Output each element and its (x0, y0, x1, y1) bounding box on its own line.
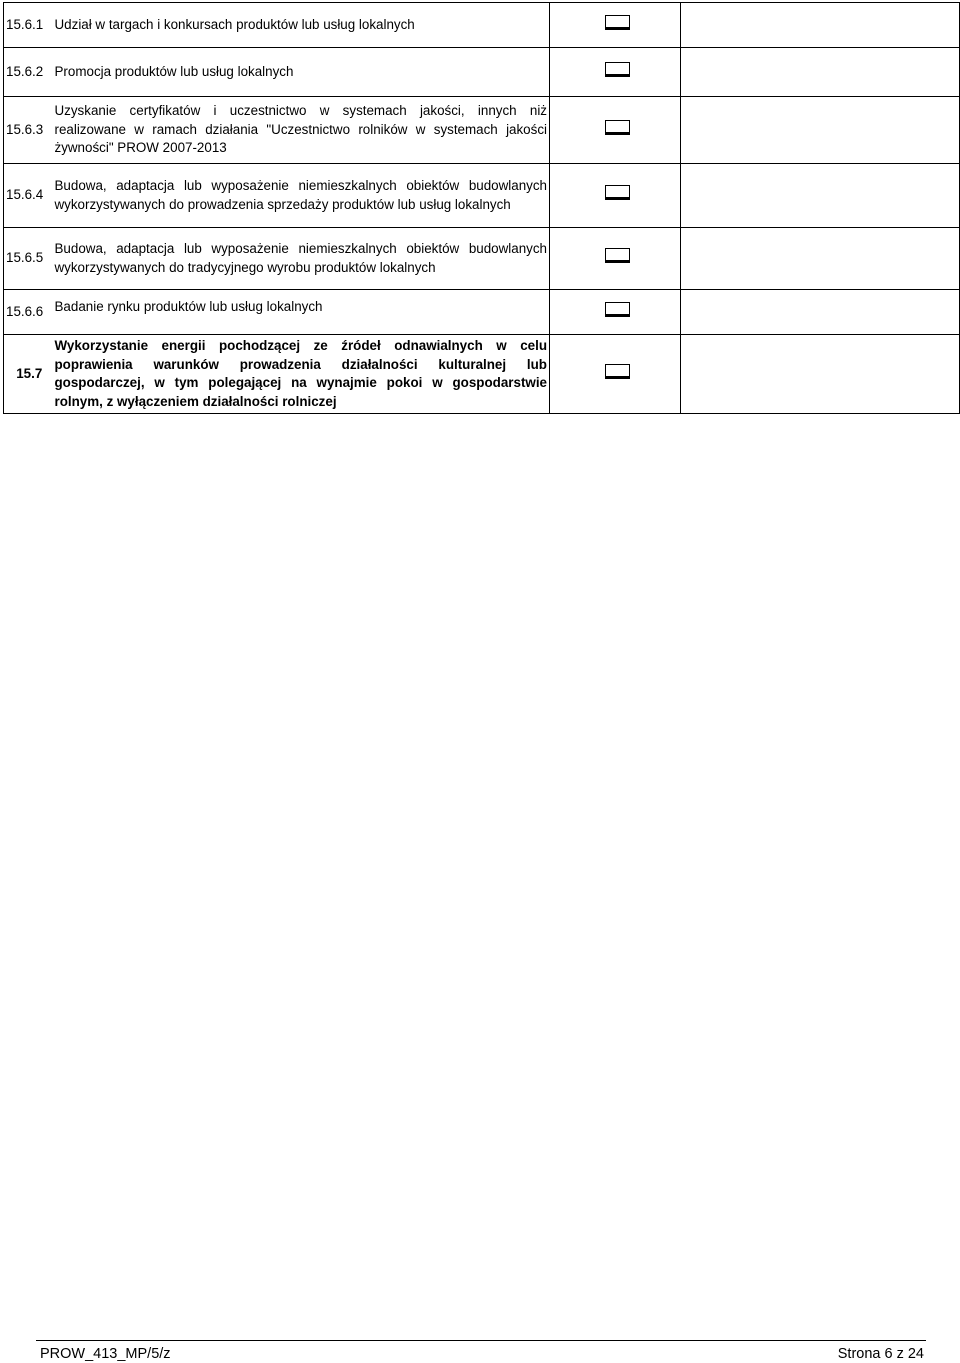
table-row (4, 97, 960, 164)
row-description (53, 97, 550, 164)
value-cell[interactable] (681, 164, 960, 228)
row-number: 15.6.4 (4, 164, 53, 228)
checkbox[interactable] (605, 15, 630, 30)
value-cell[interactable] (681, 3, 960, 48)
checkbox-cell (550, 48, 681, 97)
value-cell[interactable] (681, 290, 960, 335)
checkbox[interactable] (605, 120, 630, 135)
row-description (53, 164, 550, 228)
table-row (4, 48, 960, 97)
description-line: realizowane w ramach działania "Uczestnictwo rolników w systemach jakości (54, 121, 547, 137)
description-line: Budowa, adaptacja lub wyposażenie niemieszkalnych obiektów budowlanych (54, 178, 547, 193)
row-number: 15.6.5 (4, 228, 53, 290)
table-row (4, 290, 960, 335)
row-number: 15.6.2 (4, 48, 53, 97)
value-cell[interactable] (681, 97, 960, 164)
checkbox-cell (550, 290, 681, 335)
description-line: Budowa, adaptacja lub wyposażenie niemieszkalnych obiektów budowlanych (54, 241, 547, 256)
description-line: poprawienia warunków prowadzenia działalności kulturalnej lub (54, 356, 547, 372)
row-number: 15.7 (4, 335, 53, 414)
description-line: wykorzystywanych do tradycyjnego wyrobu produktów lokalnych (54, 259, 436, 275)
row-number: 15.6.6 (4, 290, 53, 335)
checkbox-cell (550, 228, 681, 290)
footer-divider (36, 1340, 926, 1341)
row-description (53, 335, 550, 414)
checkbox[interactable] (605, 185, 630, 200)
checkbox-cell (550, 164, 681, 228)
table-row (4, 335, 960, 414)
checkbox-cell (550, 3, 681, 48)
checkbox-cell (550, 335, 681, 414)
row-description: Badanie rynku produktów lub usług lokalnych (53, 290, 550, 335)
table-row (4, 164, 960, 228)
checkbox-cell (550, 97, 681, 164)
form-table (3, 2, 960, 414)
description-line: Uzyskanie certyfikatów i uczestnictwo w systemach jakości, innych niż (54, 103, 547, 119)
checkbox[interactable] (605, 248, 630, 263)
value-cell[interactable] (681, 335, 960, 414)
checkbox[interactable] (605, 62, 630, 77)
row-description: Promocja produktów lub usług lokalnych (53, 48, 550, 97)
table-row (4, 228, 960, 290)
row-description: Udział w targach i konkursach produktów lub usług lokalnych (53, 3, 550, 48)
checkbox[interactable] (605, 302, 630, 317)
row-description (53, 228, 550, 290)
form-code: PROW_413_MP/5/z (40, 1346, 171, 1362)
table-row (4, 3, 960, 48)
description-line: wykorzystywanych do prowadzenia sprzedaży produktów lub usług lokalnych (54, 196, 511, 212)
description-line: Wykorzystanie energii pochodzącej ze źródeł odnawialnych w celu (54, 338, 547, 353)
value-cell[interactable] (681, 228, 960, 290)
description-line: żywności" PROW 2007-2013 (54, 140, 227, 156)
value-cell[interactable] (681, 48, 960, 97)
row-number: 15.6.1 (4, 3, 53, 48)
checkbox[interactable] (605, 364, 630, 379)
page-number: Strona 6 z 24 (837, 1346, 924, 1362)
row-number: 15.6.3 (4, 97, 53, 164)
description-line: rolnym, z wyłączeniem działalności rolniczej (54, 393, 337, 409)
description-line: gospodarczej, w tym polegającej na wynajmie pokoi w gospodarstwie (54, 375, 547, 390)
